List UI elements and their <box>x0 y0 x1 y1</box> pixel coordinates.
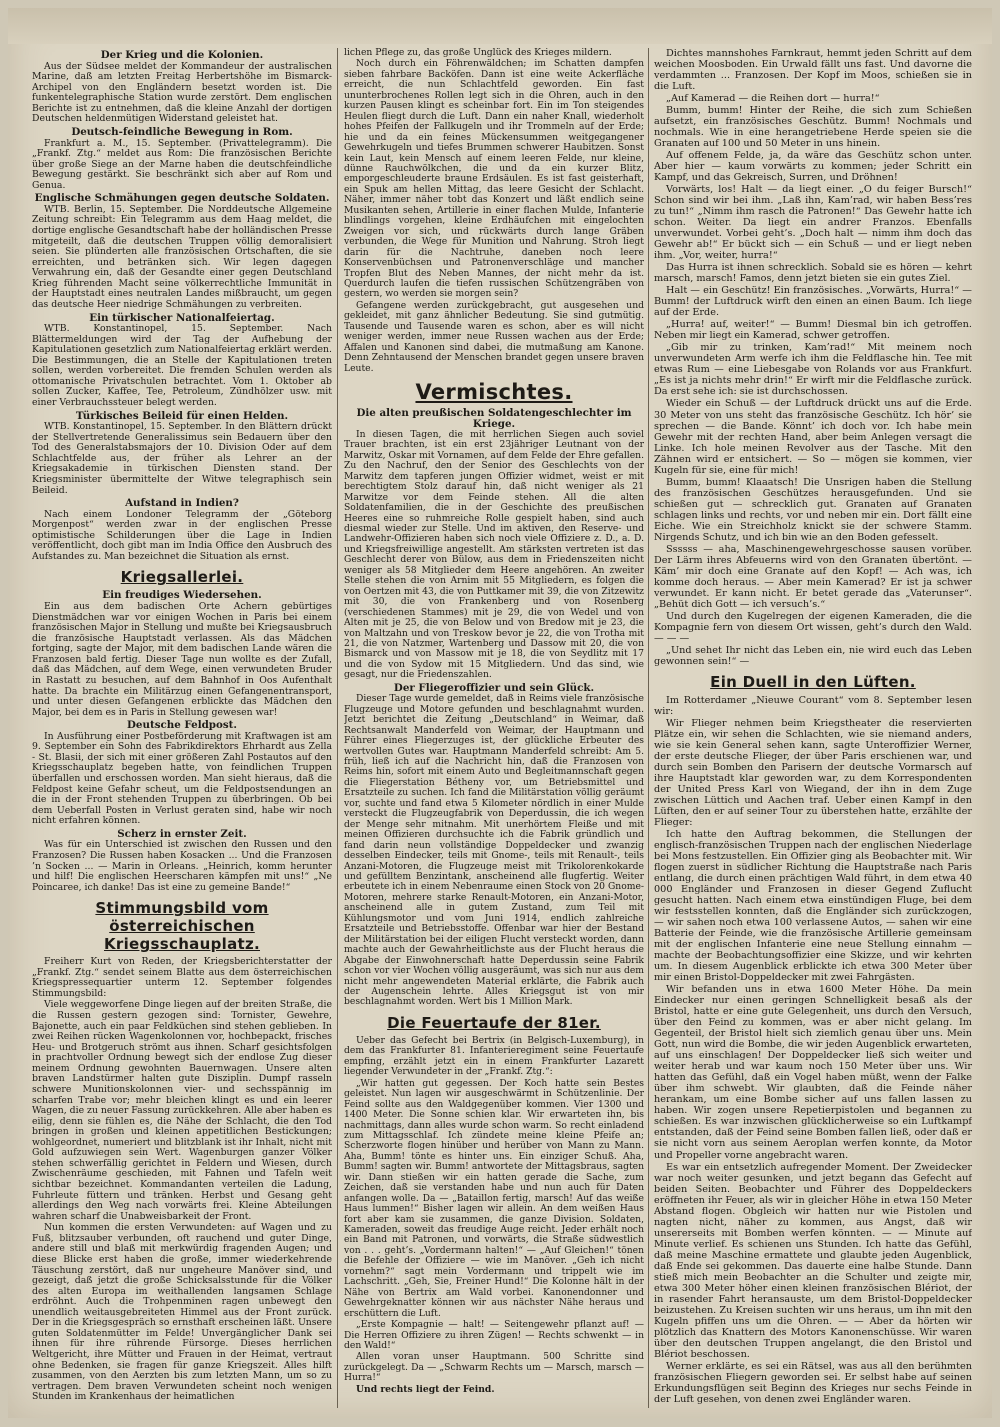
column-rule-left <box>337 48 338 1408</box>
paragraph: Und rechts liegt der Feind. <box>356 1383 495 1395</box>
heading-indien: Aufstand in Indien? <box>125 497 239 510</box>
paragraph: Ein aus dem badischen Orte Achern gebürtiges Dienstmädchen war vor einigen Wochen in Paris bei einem französischen Major in Stellung und mußte bei Kriegsausbruch die französische Hauptstadt verlassen. Als das Mädchen fortging, sagte der Major, mit dem badischen Lande wären die Franzosen bald fertig. Dieser Tage nun wollte es der Zufall, daß das Mädchen, auf dem Wege, einen verwundeten Bruder in Rastatt zu besuchen, auf dem Bahnhof in Oos Aufenthalt hatte. Da brachte ein Militärzug einen Gefangenentransport, und unter diesen Gefangenen erblickte das Mädchen den Major, bei dem es in Paris in Stellung gewesen war! <box>32 601 332 718</box>
heading-nationalfeiertag: Ein türkischer Nationalfeiertag. <box>89 311 275 324</box>
paragraph: Und durch den Kugelregen der eigenen Kameraden, die die Kompagnie fern von diesem Ort wissen, geht’s durch den Wald. — — — <box>654 610 972 644</box>
section-title-vermischtes: Vermischtes. <box>415 380 573 405</box>
paragraph: lichen Pflege zu, das große Unglück des Krieges mildern. <box>344 48 612 58</box>
heading-beileid: Türkisches Beileid für einen Helden. <box>75 409 289 422</box>
paragraph: „Auf Kamerad — die Reihen dort — hurra!“ <box>666 93 880 105</box>
paragraph: Allen voran unser Hauptmann. 500 Schritte sind zurückgelegt. Da — „Schwarm Rechts um — Marsch, marsch — Hurra!“ <box>344 1351 644 1384</box>
paragraph: Halt — ein Geschütz! Ein französisches. „Vorwärts, Hurra!“ — Bumm! der Luftdruck wirft den einen an einen Baum. Ich liege auf der Erde. <box>654 285 972 319</box>
heading-feldpost: Deutsche Feldpost. <box>126 719 238 732</box>
paragraph: Vorwärts, los! Halt — da liegt einer. „O du feiger Bursch!“ Schon sind wir bei ihm. „Laß ihn, Kam’rad, wir haben Bess’res zu tun!“ „Nimm ihm rasch die Patronen!“ Das Gewehr hatte ich schon. Weiter. Da liegt ein andrer Franzos. Ebenfalls unverwundet. Vorbei geht’s. „Doch halt — nimm ihm doch das Gewehr ab!“ Er bückt sich — ein Schuß — und er liegt neben ihm. „Vor, weiter, hurra!“ <box>654 184 972 262</box>
heading-schmaehungen: Englische Schmähungen gegen deutsche Soldaten. <box>34 192 330 205</box>
paragraph: „Und sehet Ihr nicht das Leben ein, nie wird euch das Leben gewonnen sein!“ — <box>654 644 972 667</box>
paragraph: WTB. Konstantinopel, 15. September. Nach Blättermeldungen wird der Tag der Aufhebung der Kapitulationen gesetzlich zum Nationalfeiertag erklärt werden. Die Bestimmungen, die an Stelle der Kapitulationen treten sollen, werden vorbereitet. Die fremden Schulen werden als ottomanische Privatschulen betrachtet. Vom 1. Oktober ab sollen Zucker, Kaffee, Tee, Petroleum, Zündhölzer usw. mit einer Verbrauchssteuer belegt werden. <box>32 323 332 408</box>
paragraph: Es war ein entsetzlich aufregender Moment. Der Zweidecker war noch weiter gesunken, und jetzt begann das Gefecht auf beiden Seiten. Beobachter und Führer des Doppeldeckers eröffneten ihr Feuer, als wir in gleicher Höhe in etwa 150 Meter Abstand flogen. Obgleich wir hatten nur wie Pistolen und nagten nicht, näher zu kommen, aus Angst, daß wir unsererseits mit Bomben werfen könnten. — — Minute auf Minute verlief. Es schienen uns Stunden. Ich hatte das Gefühl, daß meine Maschine ermattete und glaubte jeden Augenblick, daß Ende sei gekommen. Das dauerte eine halbe Stunde. Dann stieß mich mein Beobachter an die Schulter und zeigte mir, etwa 300 Meter höher einen kleinen französischen Blériot, der in rasender Fahrt heransauste, um dem Bristol-Doppeldecker beizustehen. Zu Kreisen suchten wir uns heraus, um ihn mit den Kugeln pfiffen uns um die Ohren. — — Aber da hörten wir plötzlich das Knattern des Motors Kanonenschüsse. Wir waren über den deutschen Truppen angelangt, die den Bristol und Blériot beschossen. <box>654 1161 972 1360</box>
paragraph: Bumm, bumm! Hinter der Reihe, die sich zum Schießen aufsetzt, ein französisches Geschütz. Bumm! Nochmals und nochmals. Wie in eine herangetriebene Herde speien sie die Granaten auf 100 und 50 Meter in uns hinein. <box>654 105 972 150</box>
column-left <box>32 48 332 1416</box>
paragraph: Wir Flieger nehmen beim Kriegstheater die reservierten Plätze ein, wir sehen die Schlachten, wie sie niemand anders, wie sie kein General sehen kann, sagte Unteroffizier Werner, der erste deutsche Flieger, der über Paris erschienen war, und durch sein Bomben den Parisern der deutsche Vormarsch auf ihre Hauptstadt klar geworden war, zu dem Korrespondenten der United Press Karl von Wiegand, der ihn in dem Zuge zwischen Lüttich und Aachen traf. Ueber einen Kampf in den Lüften, den er auf seiner Tour zu überstehen hatte, erzählte der Flieger: <box>654 717 972 829</box>
paragraph: Was für ein Unterschied ist zwischen den Russen und den Franzosen? Die Russen haben Kosacken ... Und die Franzosen ’n Socken ... — Marin in Orleans. „Heinrich, komm herunter und hilf! Die englischen Heerscharen kämpfen mit uns!“ „Ne Poincaree, ich danke! Das ist eine zu gemeine Bande!“ <box>32 839 332 893</box>
page-top-margin <box>8 8 992 44</box>
paragraph: Aus der Südsee meldet der Kommandeur der australischen Marine, daß am letzten Freitag Herbertshöhe im Bismarck-Archipel von den Engländern besetzt worden ist. Die funkentelegraphische Station wurde zerstört. Dem englischen Berichte ist zu entnehmen, daß die kleine Anzahl der dortigen Deutschen heldenmütigen Widerstand geleistet hat. <box>32 60 332 125</box>
paragraph: WTB. Konstantinopel, 15. September. In den Blättern drückt der Stellvertretende Generalissimus sein Bedauern über den Tod des Generalstabsmajors der 10. Division Oder auf dem Schlachtfelde aus, der früher als Lehrer an der Kriegsakademie in türkischen Diensten stand. Der Kriegsminister übermittelte der Witwe telegraphisch sein Beileid. <box>32 421 332 496</box>
paragraph: Ssssss — aha, Maschinengewehrgeschosse sausen vorüber. Der Lärm ihres Abfeuerns wird von den Granaten übertönt. — Käm’ mir doch eine Granate auf den Kopf! — Ach was, ich komme doch heraus. — Aber mein Kamerad? Er ist ja schwer verwundet. Er kann nicht. Er betet gerade das „Vaterunser“. „Behüt dich Gott — ich versuch’s.“ <box>654 543 972 610</box>
paragraph: In diesen Tagen, die mit herrlichen Siegen auch soviel Trauer brachten, ist ein erst 23jähriger Leutnant von der Marwitz, Oskar mit Vornamen, auf dem Felde der Ehre gefallen. Zu den Nachruf, den der Senior des Geschlechts von der Marwitz dem tapferen jungen Offizier widmet, weist er mit berechtigtem Stolz darauf hin, daß nicht weniger als 21 Marwitze vor dem Feinde stehen. All die alten Soldatenfamilien, die in der Geschichte des preußischen Heeres eine so ruhmreiche Rolle gespielt haben, sind auch diesmal wieder zur Stelle. Und im aktiven, den Reserve- und Landwehr-Offizieren haben sich noch viele Offiziere z. D., a. D. und Kriegsfreiwillige angestellt. Am stärksten vertreten ist das Geschlecht derer von Bülow, aus dem in Friedenszeiten nicht weniger als 58 Mitglieder dem Heere angehören. An zweiter Stelle stehen die von Arnim mit 55 Mitgliedern, es folgen die von Oertzen mit 43, die von Puttkamer mit 39, die von Zitzewitz mit 30, die von Frankenberg und von Rosenberg (verschiedenen Stammes) mit je 29, die von Wedel und von Alten mit je 25, die von Below und von Bredow mit je 23, die von Maltzahn und von Treskow bevor je 22, die von Trotha mit 21, die von Natzmer, Wartenberg und Dassow mit 20, die von Bismarck und von Massow mit je 18, die von Seydlitz mit 17 und die von Sydow mit 15 Mitgliedern. Und das sind, wie gesagt, nur die Friedenszahlen. <box>344 428 644 681</box>
column-right <box>654 48 972 1416</box>
paragraph: Bumm, bumm! Klaaatsch! Die Unsrigen haben die Stellung des französischen Geschützes herausgefunden. Und sie schießen gut — schrecklich gut. Granaten auf Granaten schlagen links und rechts, vor und neben mir ein. Dort fällt eine Eiche. Wie ein Streichholz knickt sie der schwere Stamm. Nirgends Schutz, und ich bin wie an den Boden gefesselt. <box>654 476 972 543</box>
section-title-duell: Ein Duell in den Lüften. <box>710 672 916 691</box>
paragraph: „Erste Kompagnie — halt! — Seitengewehr pflanzt auf! — Die Herren Offiziere zu ihren Zügen! — Rechts schwenkt — in den Wald!“ <box>344 1319 644 1352</box>
section-title-kriegsallerlei: Kriegsallerlei. <box>120 568 244 587</box>
paragraph: Viele weggeworfene Dinge liegen auf der breiten Straße, die die Russen gestern gezogen sind: Tornister, Gewehre, Bajonette, auch ein paar Feldküchen sind stehen geblieben. In zwei Reihen rücken Wagenkolonnen vor, hochbepackt, frisches Heu- und Brotgeruch strömt aus ihnen. Scharf gesichtsfolgen in prachtvoller Ordnung bewegt sich der endlose Zug dieser meinem Ordnung gewohnten Bauernwagen. Unsere alten braven Landstürmer halten gute Disziplin. Dumpf rasseln schwere Munitionskolonnen vier- und sechsspännig im scharfen Trabe vor; mehr bleichen klingt es und ein leerer Wagen, die zu neuer Fassung zurückkehren. Alle aber haben es eilig, denn sie fühlen es, die Nähe der Schlacht, die den Tod bringen in großen und kleinen appetitlichen Bestickungen; wohlgeordnet, numeriert und blitzblank ist ihr Inhalt, nicht mit Gold aufzuwiegen sein Wert. Wagenburgen ganzer Völker stehen schwerfällig gerichtet in Feldern und Wiesen, durch Zwischenräume geschieden, mit Fahnen und Tafeln weit sichtbar bezeichnet. Kommandanten verteilen die Ladung, Fuhrleute füttern und tränken. Herbst und Gesang geht allerdings den Weg nach vorwärts frei. Kleine Abteilungen wahren scharf die Unabweisbarkeit der Front. <box>32 999 332 1222</box>
paragraph: Dieser Tage wurde gemeldet, daß in Reims viele französische Flugzeuge und Motore gefunden und beschlagnahmt wurden. Jetzt berichtet die Zeitung „Deutschland“ in Weimar, daß Rechtsanwalt Manderfeld von Weimar, der Hauptmann und Führer eines Fliegerzuges ist, der glückliche Erbeuter des wertvollen Gutes war. Hauptmann Manderfeld schreibt: Am 5. früh, ließ ich auf die Nachricht hin, daß die Franzosen von Reims hin, sofort mit einem Auto und Begleitmannschaft gegen die Fliegerstation Bétheny vor, um Betriebsmittel und Ersatzteile zu suchen. Ich fand die Militärstation völlig geräumt vor, suchte und fand etwa 5 Kilometer nördlich in einer Mulde versteckt die Flugzeugfabrik von Deperdussin, die ich wegen der Menge sehr mitnahm. Mit unerhörtem Fleiße und mit meinen Offizieren durchsuchte ich die Fabrik gründlich und fand darin neun vollständige Doppeldecker und zwanzig desselben Eindecker, teils mit Gnome-, teils mit Renault-, teils Anzani-Motoren, die Flugzeuge meist mit Trikolorenkokarde und gefülltem Benzintank, anscheinend alle flugfertig. Weiter erbeutete ich in einem Nebenraume einen Stock von 20 Gnome-Motoren, mehrere starke Renault-Motoren, ein Anzani-Motor, anscheinend alle in gutem Zustand, zum Teil mit Kühlungsmotor und vom Juni 1914, endlich zahlreiche Ersatzteile und Betriebsstoffe. Offenbar war hier der Bestand der Militärstation bei der eiligen Flucht versteckt worden, dann machte auch der Gewahrheitlichste aus der Flucht heraus die Abgabe der Einwohnerschaft hatte Deperdussin seine Fabrik schon vor vier Wochen völlig ausgeräumt, was sich nur aus dem nicht mehr angewendeten Material erklärte, die Fabrik auch der Augenschein lehrte. Alles Kriegsgut ist von mir beschlagnahmt worden. Wert bis 1 Million Mark. <box>344 693 644 1008</box>
heading-fliegeroffizier: Der Fliegeroffizier und sein Glück. <box>393 681 595 694</box>
paragraph: Nach einem Londoner Telegramm der „Göteborg Morgenpost“ werden zwar in der englischen Presse optimistische Schilderungen über die Lage in Indien veröffentlicht, doch gibt man im India Office den Ausbruch des Aufstandes zu. Man bezeichnet die Situation als ernst. <box>32 508 332 562</box>
paragraph: „Gib mir zu trinken, Kam’rad!“ Mit meinem noch unverwundeten Arm werfe ich ihm die Feldflasche hin. Tee mit etwas Rum — eine Liebesgabe von Rolands vor aus Frankfurt. „Es ist ja nichts mehr drin!“ Er wirft mir die Feldflasche zurück. Da erst sehe ich: sie ist durchschossen. <box>654 342 972 398</box>
paragraph: „Wir hatten gut gegessen. Der Koch hatte sein Bestes geleistet. Nun lagen wir ausgeschwärmt in Schützenlinie. Der Feind sollte aus den Waldgegenüber kommen. Vier 1300 und 1400 Meter. Die Sonne schien klar. Wir erwarteten ihn, bis nachmittags, dann alles wurde schon warm. So recht einladend zum Mittagsschlaf. Ich zündete meine kleine Pfeife an; Scherzworte flogen hinüber und herüber von Mann zu Mann. Aha, Bumm! tönte es hinter uns. Ein einziger Schuß. Aha, Bumm! sagten wir. Bumm! antwortete der Mittagsbraus, sagten wir. Dann stießen wir ein hatten gerade die Sache, zum Zeichen, daß sie verstanden habe und nun auch für Daten anfangen wolle. Da — „Bataillon fertig, marsch! Auf das weiße Haus lummen!“ Bisher lagen wir allein. An dem weißen Haus fort aber kam sie zusammen, die ganze Division. Soldaten, Kameraden, soweit das freudige Auge reicht. Jeder erhält noch ein Band mit Patronen, und vorwärts, die Straße südwestlich von . . . geht’s. „Vordermann halten!“ — „Auf Gleichen!“ tönen die Befehle der Offiziere — wie im Manöver. „Geh ich nicht vornehm?“ sagt mein Vordermann und trippelt wie im Lachschritt. „Geh, Sie, Freiner Hund!“ Die Kolonne hält in der Nähe von Bertrix am Wald vorbei. Kanonendonner und Gewehrgeknatter können wir aus nächster Nähe heraus und erschüttern die Luft. <box>344 1077 644 1319</box>
paragraph: In Ausführung einer Postbeförderung mit Kraftwagen ist am 9. September ein Sohn des Fabrikdirektors Ehrhardt aus Zella - St. Blasii, der sich mit einer größeren Zahl Postautos auf den Kriegsschauplatz begeben hatte, von feindlichen Truppen überfallen und erschossen worden. Man sieht hieraus, daß die Feldpost keine Gefahr scheut, um die Feldpostsendungen an die in der Front stehenden Truppen zu überbringen. Ob bei dem Ueberfall Posten in Verlust geraten sind, habe wir noch nicht erfahren können. <box>32 730 332 827</box>
paragraph: Dichtes mannshohes Farnkraut, hemmt jeden Schritt auf dem weichen Moosboden. Ein Urwald fällt uns fast. Und davorne die verdammten ... Franzosen. Der Kopf im Moos, schießen sie in die Luft. <box>654 48 972 93</box>
column-rule-right <box>648 48 649 1408</box>
paragraph: Ueber das Gefecht bei Bertrix (in Belgisch-Luxemburg), in dem das Frankfurter 81. Infanterieregiment seine Feuertaufe empfing, erzählt jetzt ein in einem Frankfurter Lazarett liegender Verwundeter in der „Frankf. Ztg.“: <box>344 1034 644 1078</box>
section-title-stimmungsbild: Stimmungsbild vom österreichischen Kriegsschauplatz. <box>95 899 269 954</box>
paragraph: Noch durch ein Föhrenwäldchen; im Schatten dampfen sieben fahrbare Backöfen. Dann ist eine weite Ackerfläche erreicht, die nun Schlachtfeld geworden. Ein fast ununterbrochenes Rollen legt sich in die Ohren, auch in den kurzen Pausen klingt es scheinbar fort. Ein im Ton steigendes Heulen fliegt durch die Luft. Dann ein naher Knall, wiederholt hohes Pfeifen der Fallkugeln und ihr Trommeln auf der Erde; hie und da ein feines Mückensummen weitgegangener Gewehrkugeln und tiefes Brummen schwerer Haubitzen. Sonst kein Laut, kein Mensch auf einem leeren Felde, nur kleine, dünne Rauchwölkchen, die und da ein kurzer Blitz, emporgeschleuderte braune Erdsäulen. Es ist fast geisterhaft, ein Spuk am hellen Mittag, das leere Gesicht der Schlacht. Näher, immer näher tobt das Konzert und läßt endlich seine Musikanten sehen, Artillerie in einer flachen Mulde, Infanterie blindlings vorgehen, kleine Erdhäufchen mit eingelochten Zweigen vor sich, und rückwärts durch lange Gräben verbunden, die Wege für Munition und Nahrung. Stroh liegt darin für die Nachtruhe, daneben noch leere Konservenbüchsen und Patronenverschläge und mancher Tropfen Blut des Neben Mannes, der nicht mehr da ist. Querdurch laufen die tiefen russischen Schützengräben von gestern, wo werden sie morgen sein? <box>344 58 644 300</box>
paragraph: Freiherr Kurt von Reden, der Kriegsberichterstatter der „Frankf. Ztg.“ sendet seinem Blatte aus dem österreichischen Kriegspressequartier unterm 12. September folgendes Stimmungsbild: <box>32 956 332 999</box>
newspaper-page <box>8 8 992 1418</box>
paragraph: Wir befanden uns in etwa 1600 Meter Höhe. Da mein Eindecker nur einen geringen Schnelligkeit besaß als der Bristol, hatte er eine gute Gelegenheit, uns durch den Versuch, über den Feind zu kommen, was er aber nicht gelang. Im Gegenteil, der Bristol hielt sich ziemlich genau über uns. Mein Gott, nun wird die Bombe, die wir jeden Augenblick erwarteten, auf uns einschlagen! Der Doppeldecker ließ sich weiter und weiter herab und war kaum noch 150 Meter über uns. Wir hatten das Gefühl, daß ein Vogel haben müßt, wenn der Falke über ihm schwebt. Wir glaubten, daß die Feinde näher herankam, um eine Bombe sicher auf uns fallen lassen zu haben. Wir zogen unsere Repetierpistolen und begannen zu schießen. Es war inzwischen glücklicherweise so ein Luftkampf entstanden, daß der Feind seine Bomben fallen ließ, oder daß er sie nicht vorn aus seinem Aeroplan werfen konnte, da Motor und Propeller vorne angebracht waren. <box>654 984 972 1161</box>
paragraph: Gefangene werden zurückgebracht, gut ausgesehen und gekleidet, mit ganz ähnlicher Bedeutung. Sie sind gutmütig. Tausende und Tausende waren es schon, aber es will nicht weniger werden, immer neue Russen wachen aus der Erde; Affalen und Kanonen sind dabei, die mutmaßung am Kanone. Denn Zehntausend der Menschen brandet gegen unsere braven Leute. <box>344 299 644 374</box>
paragraph: Werner erklärte, es sei ein Rätsel, was aus all den berühmten französischen Fliegern geworden sei. Er selbst habe auf seinen Erkundungsflügen seit Beginn des Krieges nur sechs Feinde in der Luft gesehen, von denen zwei Engländer waren. <box>654 1360 972 1405</box>
paragraph: Wieder ein Schuß — der Luftdruck drückt uns auf die Erde. 30 Meter von uns steht das französische Geschütz. Ich hör’ sie sprechen — die Bande. Könnt’ ich doch vor. Ich habe mein Gewehr mit der rechten Hand, aber beim Anlegen versagt die Linke. Ich hole meinen Revolver aus der Tasche. Mit den Zähnen wird er entsichert. — So — mögen sie kommen, vier Kugeln für sie, eine für mich! <box>654 398 972 476</box>
heading-kolonien: Der Krieg und die Kolonien. <box>100 49 264 61</box>
paragraph: „Hurra! auf, weiter!“ — Bumm! Diesmal bin ich getroffen. Neben mir liegt ein Kamerad, schwer getroffen. <box>654 319 972 342</box>
section-title-feuertaufe: Die Feuertaufe der 81er. <box>387 1013 601 1032</box>
paragraph: Nun kommen die ersten Verwundeten: auf Wagen und zu Fuß, blitzsauber verbunden, oft rauchend und guter Dinge, andere still und blaß mit merkwürdig fragenden Augen; und diese Blicke erst haben die große, immer wiederkehrende Täuschung zerstört, daß nur ungeheure Manöver sind, und gezeigt, daß jetzt die große Schicksalsstunde für die Völker des alten Europa im weithallenden langsamen Schlage erdröhnt. Auch die Trohpenminen ragen unbewegt den unendlich weitausgebreiteten Himmel aus der Front zurück. Der in die Kriegsgespräch so ernsthaft erscheinen läßt. Unsere guten Soldatenmütter im Felde! Unvergänglicher Dank sei ihnen für ihre rührende Fürsorge. Dieses herrlichen Weltgericht, ihre Mütter und Frauen in der Heimat, vertraut ohne Bedenken, sie fragen für ganze Kriegszeit. Alles hilft zusammen, von den Aerzten bis zum letzten Mann, um so zu vertragen. Dem braven Verwundeten scheint noch wenigen Stunden im Krankenhaus der heimatlichen <box>32 1222 332 1403</box>
paragraph: Frankfurt a. M., 15. September. (Privattelegramm). Die „Frankf. Ztg.“ meldet aus Rom: Die französischen Berichte über große Siege an der Marne haben die deutschfeindliche Bewegung gestärkt. Sie beschränkt sich aber auf Rom und Genua. <box>32 137 332 191</box>
paragraph: Auf offenem Felde, ja, da wäre das Geschütz schon unter. Aber hier — kaum vorwärts zu kommen; jeder Schritt ein Kampf, und das Gekreisch, Surren, und Dröhnen! <box>654 150 972 184</box>
column-middle <box>344 48 644 1416</box>
paragraph: Ich hatte den Auftrag bekommen, die Stellungen der englisch-französischen Truppen nach der englischen Niederlage bei Mons festzustellen. Ein Offizier ging als Beobachter mit. Wir flogen zuerst in südlicher Richtung die Hauptstraße nach Paris entlang, die durch einen prächtigen Wald führt, in dem etwa 40 000 Engländer und Franzosen in dieser Gegend Zuflucht gesucht hatten. Nach einem etwa einstündigen Fluge, bei dem wir festsstellen konnten, daß die Engländer sich zurückzogen, — wir sahen noch etwa 100 verlassene Autos, — sahen wir eine Batterie der Feinde, wie die französische Artillerie gemeinsam mit der englischen Infanterie eine neue Stellung einnahm — machte der Beobachtungsoffizier eine Skizze, und wir kehrten um. In diesem Augenblick erblickte ich etwa 300 Meter über mir einen Bristol-Doppeldecker mit zwei Fahrgästen. <box>654 829 972 984</box>
heading-scherz: Scherz in ernster Zeit. <box>117 827 247 840</box>
heading-rom: Deutsch-feindliche Bewegung in Rom. <box>71 125 293 138</box>
paragraph: Das Hurra ist ihnen schrecklich. Sobald sie es hören — kehrt marsch, marsch! Famos, denn jetzt bieten sie ein gutes Ziel. <box>654 262 972 285</box>
heading-wiedersehen: Ein freudiges Wiedersehen. <box>102 589 262 602</box>
heading-soldatengeschlechter: Die alten preußischen Soldatengeschlechter im Kriege. <box>356 407 632 430</box>
paragraph: WTB. Berlin, 15. September. Die Norddeutsche Allgemeine Zeitung schreibt: Ein Telegramm aus dem Haag meldet, die dortige englische Gesandtschaft habe der holländischen Presse mitgeteilt, daß die deutschen Truppen völlig demoralisiert seien. Sie plünderten alle französischen Ortschaften, die sie erreichten, und betränken sich. Wir legen dagegen Verwahrung ein, daß der Gesandte einer gegen Deutschland Krieg führenden Macht seine völkerrechtliche Immunität in der Hauptstadt eines neutralen Landes mißbraucht, um gegen das deutsche Heer niedrige Schmähungen zu verbreiten. <box>32 203 332 310</box>
paragraph: Im Rotterdamer „Nieuwe Courant“ vom 8. September lesen wir: <box>654 694 972 717</box>
